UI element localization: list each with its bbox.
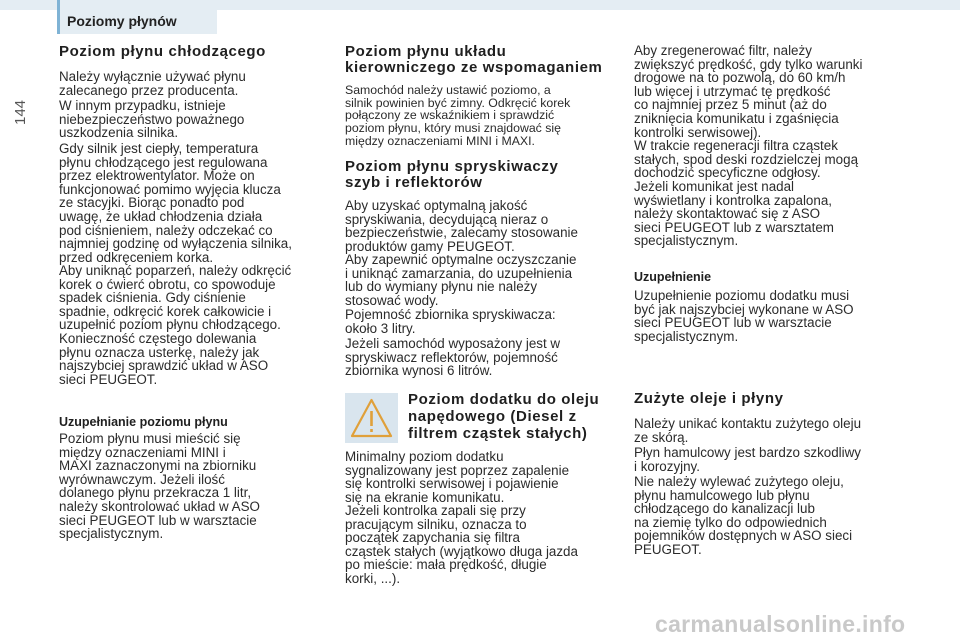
warning-triangle-icon — [345, 393, 398, 443]
used-oils-p3: Nie należy wylewać zużytego oleju, płynu hamulcowego lub płynu chłodzącego do kanalizacji lub na ziemię tylko do odpowiednich pojemników dostępnych w ASO sieci PEUGEOT. — [634, 474, 853, 557]
washer-p2: Aby zapewnić optymalne oczyszczanie i uniknąć zamarzania, do uzupełnienia lub do wymiany płynu nie należy stosować wody. — [345, 252, 577, 308]
page-number-wrap — [12, 95, 32, 135]
additive-p1: Minimalny poziom dodatku sygnalizowany jest poprzez zapalenie się kontrolki serwisowej i pojawienie się na ekranie komunikatu. — [345, 449, 570, 505]
used-oils-p2: Płyn hamulcowy jest bardzo szkodliwy i korozyjny. — [634, 445, 861, 474]
watermark: carmanualsonline.info — [655, 611, 906, 637]
coolant-p5: Konieczność częstego dolewania płynu oznacza usterkę, należy jak najszybciej sprawdzić układ w ASO sieci PEUGEOT. — [59, 331, 269, 387]
used-oils-p1: Należy unikać kontaktu zużytego oleju ze skórą. — [634, 416, 862, 445]
coolant-title: Poziom płynu chłodzącego — [59, 43, 266, 60]
coolant-p3: Gdy silnik jest ciepły, temperatura płynu chłodzącego jest regulowana przez elektrowentylator. Może on funkcjonować pomimo wyjęcia klucza ze stacyjki. Biorąc ponadto pod uwagę, że układ chłodzenia działa pod ciśnieniem, należy odczekać co najmniej godzinę od wyłączenia silnika, przed odkręceniem korka. — [59, 141, 292, 265]
coolant-refill-title: Uzupełnianie poziomu płynu — [59, 415, 228, 429]
steering-title: Poziom płynu układu kierowniczego ze wspomaganiem — [345, 43, 603, 76]
coolant-refill-p: Poziom płynu musi mieścić się między oznaczeniami MINI i MAXI zaznaczonymi na zbiorniku wyrównawczym. Jeżeli ilość dolanego płynu przekracza 1 litr, należy skontrolować układ w ASO sieci PEUGEOT lub w warsztacie specjalistycznym. — [59, 431, 260, 542]
washer-p4: Jeżeli samochód wyposażony jest w spryskiwacz reflektorów, pojemność zbiornika wynosi 6 litrów. — [345, 336, 561, 379]
regen-p1: Aby zregenerować filtr, należy zwiększyć prędkość, gdy tylko warunki drogowe na to pozwolą, do 60 km/h lub więcej i utrzymać tę prędkość co najmniej przez 5 minut (aż do zniknięcia komunikatu i zgaśnięcia kontrolki serwisowej). — [634, 43, 863, 140]
refill-p: Uzupełnienie poziomu dodatku musi być jak najszybciej wykonane w ASO sieci PEUGEOT lub w warsztacie specjalistycznym. — [634, 288, 854, 344]
used-oils-title: Zużyte oleje i płyny — [634, 390, 784, 407]
additive-p2: Jeżeli kontrolka zapali się przy pracującym silniku, oznacza to początek zapychania się filtra cząstek stałych (wyjątkowo długa jazda po mieście: mała prędkość, długie korki, ...). — [345, 503, 578, 586]
washer-p1: Aby uzyskać optymalną jakość spryskiwania, decydującą nieraz o bezpieczeństwie, zalecamy stosowanie produktów gamy PEUGEOT. — [345, 198, 578, 254]
coolant-p2: W innym przypadku, istnieje niebezpieczeństwo poważnego uszkodzenia silnika. — [59, 98, 245, 141]
header-accent — [57, 0, 60, 34]
coolant-p1: Należy wyłącznie używać płynu zalecanego przez producenta. — [59, 69, 246, 98]
additive-title: Poziom dodatku do oleju napędowego (Diesel z filtrem cząstek stałych) — [408, 391, 600, 442]
page-title: Poziomy płynów — [67, 13, 177, 29]
washer-title: Poziom płynu spryskiwaczy szyb i reflektorów — [345, 158, 559, 191]
page-number: 144 — [12, 99, 29, 125]
regen-p3: Jeżeli komunikat jest nadal wyświetlany i kontrolka zapalona, należy skontaktować się z ASO sieci PEUGEOT lub z warsztatem specjalistycznym. — [634, 179, 834, 249]
coolant-p4: Aby uniknąć poparzeń, należy odkręcić korek o ćwierć obrotu, co spowoduje spadek ciśnienia. Gdy ciśnienie spadnie, odkręcić korek całkowicie i uzupełnić poziom płynu chłodzącego. — [59, 263, 292, 333]
steering-p1: Samochód należy ustawić poziomo, a silnik powinien być zimny. Odkręcić korek połączony ze wskaźnikiem i sprawdzić poziom płynu, który musi znajdować się między oznaczeniami MINI i MAXI. — [345, 83, 571, 148]
warning-box — [345, 393, 398, 443]
refill-title: Uzupełnienie — [634, 270, 712, 284]
regen-p2: W trakcie regeneracji filtra cząstek stałych, spod deski rozdzielczej mogą dochodzić specyficzne odgłosy. — [634, 138, 859, 181]
washer-p3: Pojemność zbiornika spryskiwacza: około 3 litry. — [345, 307, 556, 336]
